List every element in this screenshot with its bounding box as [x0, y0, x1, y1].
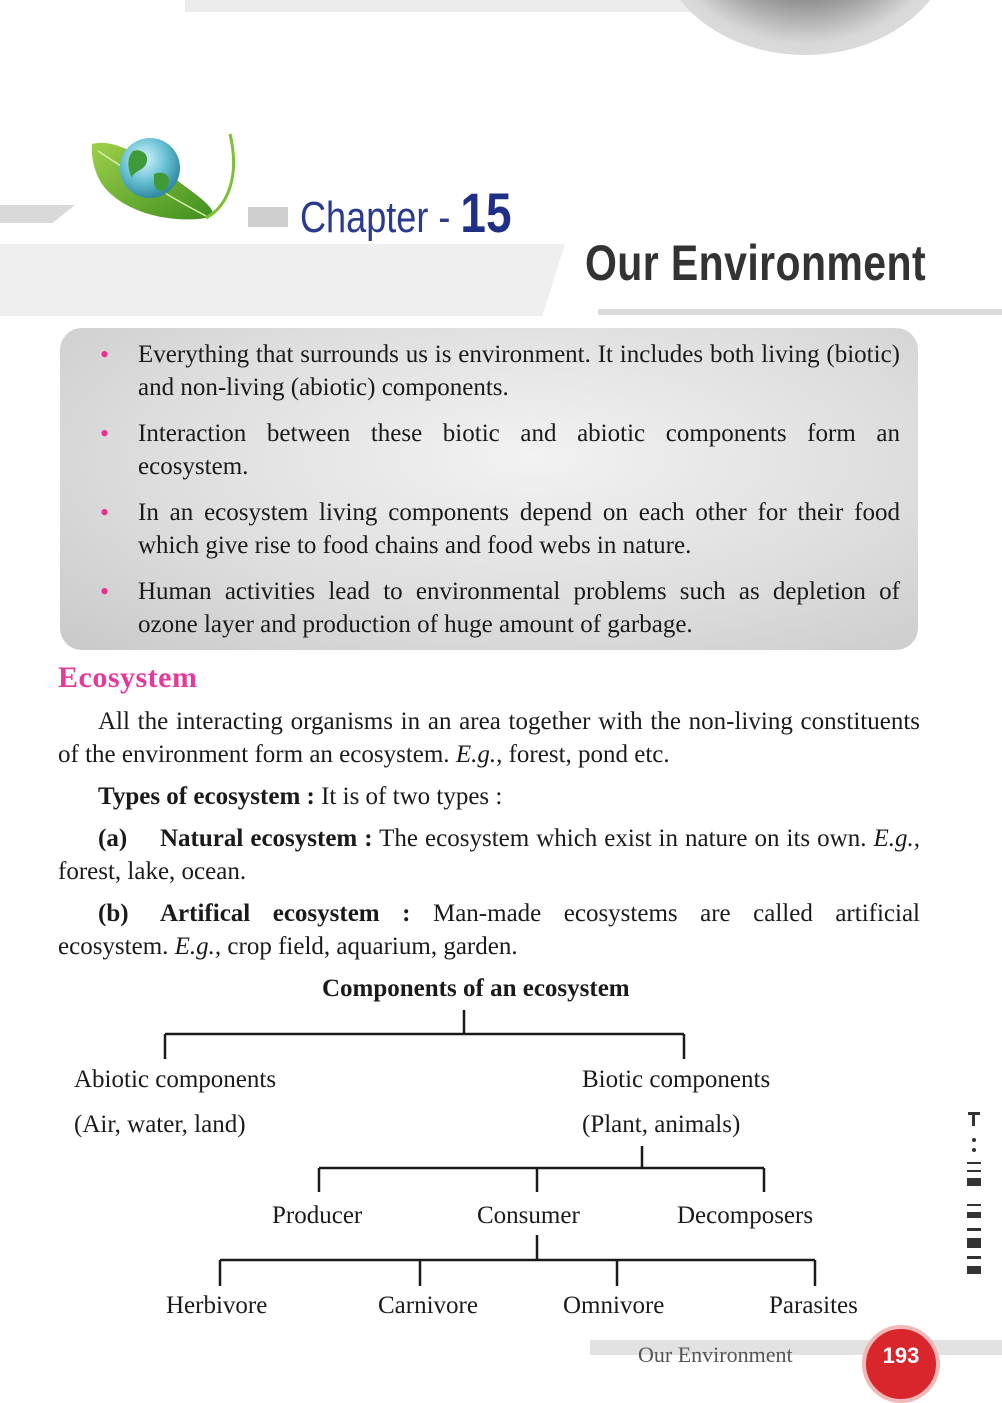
- definition-examples: forest, pond etc.: [502, 741, 670, 768]
- section-heading-ecosystem: Ecosystem: [58, 661, 198, 694]
- artificial-text: Man-made ecosystems are called artificial ecosystem.: [58, 900, 920, 960]
- artificial-label: Artifical ecosystem :: [160, 900, 411, 927]
- herbivore-node: Herbivore: [166, 1292, 268, 1319]
- summary-point-text: Interaction between these biotic and abiotic components form an ecosystem.: [138, 420, 900, 480]
- chapter-number: 15: [460, 181, 512, 244]
- bullet-icon: •: [100, 419, 110, 448]
- diagram-title: Components of an ecosystem: [322, 975, 630, 1002]
- page-title: Our Environment: [585, 235, 927, 291]
- definition-eg: E.g.,: [455, 741, 503, 768]
- header-band-left: [0, 205, 75, 223]
- summary-point-text: Human activities lead to environmental problems such as depletion of ozone layer and production of huge amount of garbage.: [138, 578, 900, 638]
- decomposers-node: Decomposers: [677, 1202, 814, 1229]
- natural-text: The ecosystem which exist in nature on its own.: [372, 825, 874, 852]
- artificial-ecosystem: [58, 897, 920, 963]
- bullet-icon: •: [100, 340, 110, 369]
- chapter-tab-decoration: [248, 207, 288, 227]
- summary-point: [100, 575, 900, 641]
- title-underline: [598, 309, 1002, 315]
- artificial-eg: E.g.,: [174, 933, 222, 960]
- biotic-node: Biotic components: [582, 1066, 771, 1093]
- natural-examples: forest, lake, ocean.: [58, 858, 247, 885]
- footer-running-title: Our Environment: [638, 1342, 793, 1367]
- natural-label: Natural ecosystem :: [160, 825, 373, 852]
- producer-node: Producer: [272, 1202, 363, 1229]
- bullet-icon: •: [100, 577, 110, 606]
- bullet-icon: •: [100, 498, 110, 527]
- biotic-examples: (Plant, animals): [582, 1111, 741, 1138]
- summary-point: [100, 496, 900, 562]
- side-watermark-icon: [958, 1108, 988, 1288]
- summary-point: [100, 338, 900, 404]
- carnivore-node: Carnivore: [378, 1292, 478, 1319]
- summary-point-text: In an ecosystem living components depend on each other for their food which give rise to food chains and food webs in nature.: [138, 499, 900, 559]
- globe-leaf-icon: [88, 126, 248, 226]
- components-diagram: [0, 970, 1002, 1355]
- chapter-label: [300, 180, 512, 245]
- summary-point: [100, 417, 900, 483]
- types-label: Types of ecosystem :: [98, 783, 315, 810]
- parasites-node: Parasites: [769, 1292, 858, 1319]
- ecosystem-definition: [58, 705, 920, 771]
- natural-marker: (a): [98, 825, 128, 852]
- summary-point-text: Everything that surrounds us is environment. It includes both living (biotic) and non-living (abiotic) components.: [138, 341, 900, 401]
- artificial-marker: (b): [98, 900, 129, 927]
- header-disc-decoration: [655, 0, 955, 55]
- types-of-ecosystem: [58, 780, 920, 813]
- definition-text: All the interacting organisms in an area together with the non-living constituents of the environment form an ecosystem.: [58, 708, 920, 768]
- abiotic-node: Abiotic components: [74, 1066, 277, 1093]
- abiotic-examples: (Air, water, land): [74, 1111, 246, 1138]
- header-band: [0, 244, 565, 316]
- chapter-word: Chapter -: [300, 193, 461, 242]
- types-text: It is of two types :: [314, 783, 503, 810]
- natural-eg: E.g.,: [873, 825, 920, 852]
- consumer-node: Consumer: [477, 1202, 580, 1229]
- page-number-badge: 193: [862, 1325, 940, 1403]
- natural-ecosystem: [58, 822, 920, 888]
- omnivore-node: Omnivore: [563, 1292, 665, 1319]
- artificial-examples: crop field, aquarium, garden.: [221, 933, 518, 960]
